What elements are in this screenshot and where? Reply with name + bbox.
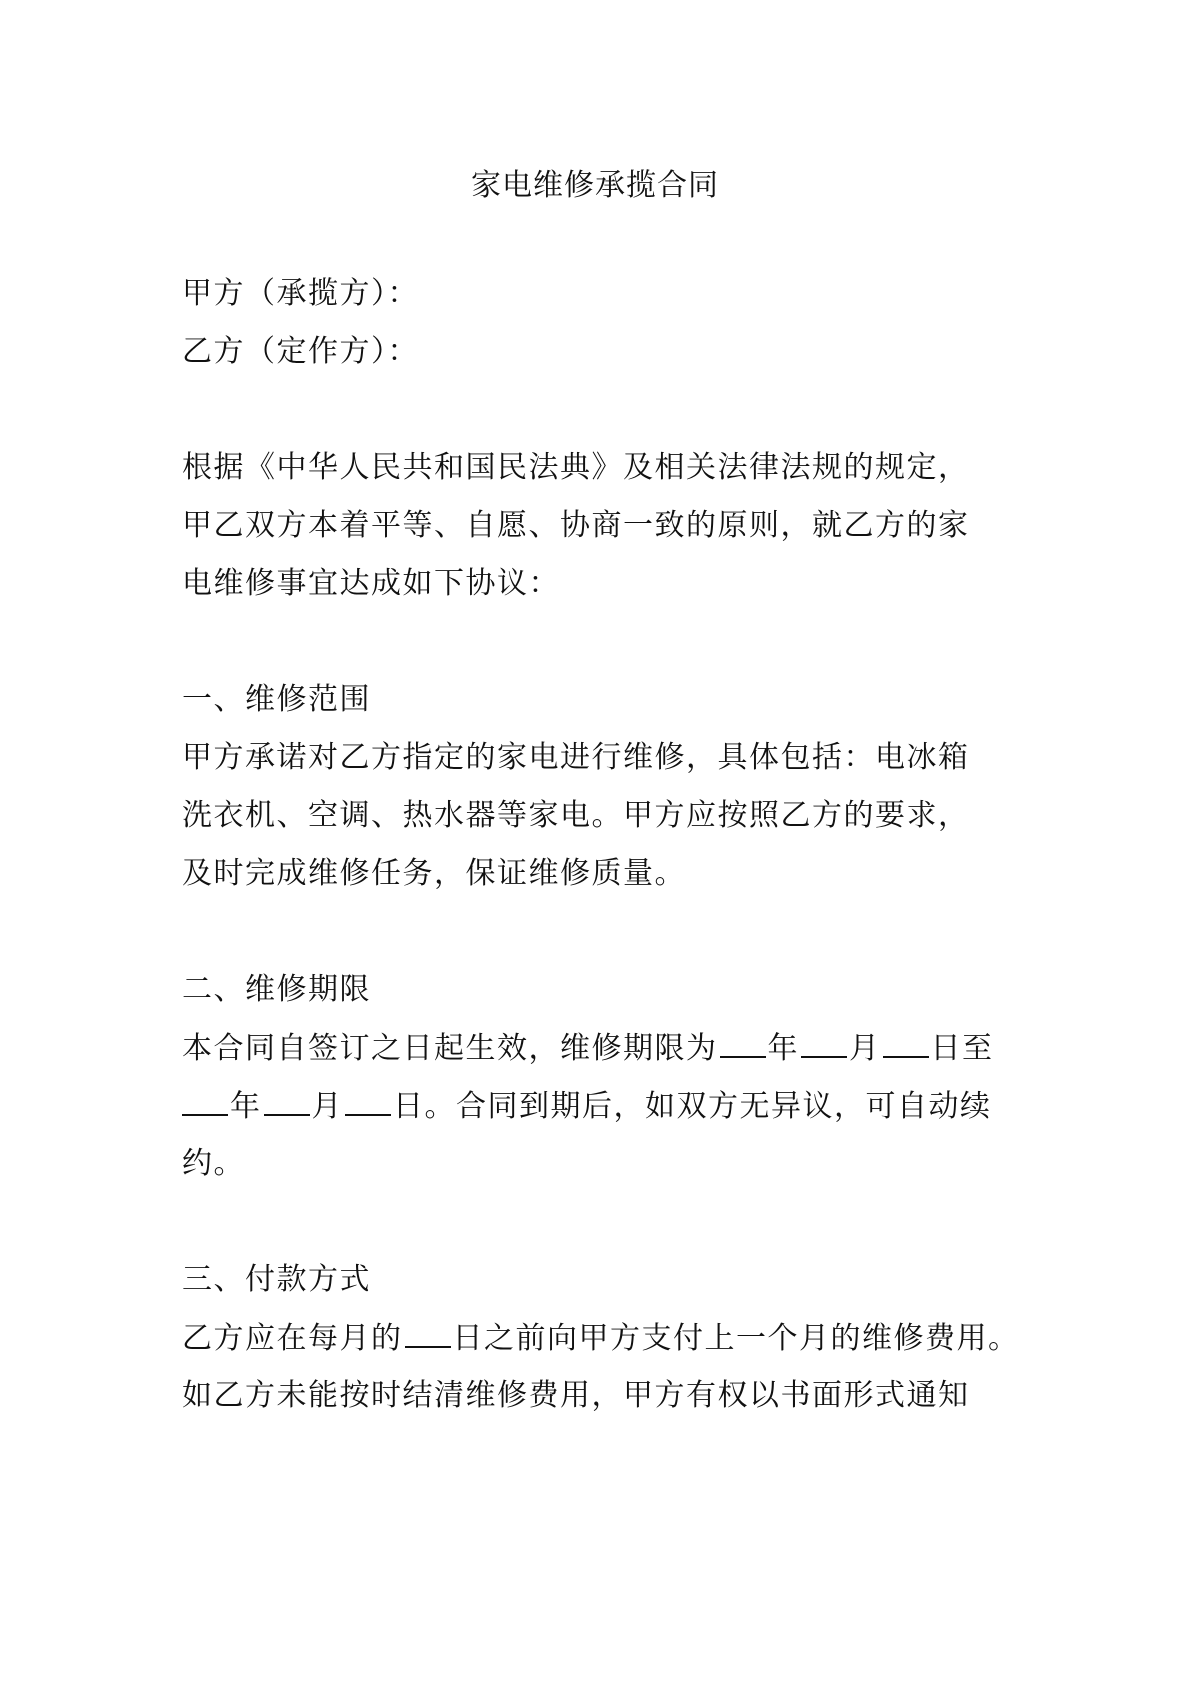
section-2-line-1 xyxy=(182,1028,994,1069)
party-a-label: 甲方（承揽方）： xyxy=(182,276,419,311)
section-2-line-1-prefix: 本合同自签订之日起生效，维修期限为 xyxy=(182,1031,718,1066)
section-3-line-1-prefix: 乙方应在每月的 xyxy=(182,1321,403,1356)
section-1-line-3: 及时完成维修任务，保证维修质量。 xyxy=(182,856,686,891)
preamble-line-3: 电维修事宜达成如下协议： xyxy=(182,566,560,601)
start-year-blank[interactable] xyxy=(720,1028,766,1058)
payment-day-blank[interactable] xyxy=(405,1318,451,1348)
year-label: 年 xyxy=(767,1031,799,1066)
end-year-blank[interactable] xyxy=(182,1086,228,1116)
month-label: 月 xyxy=(311,1089,343,1124)
day-to-label: 日至 xyxy=(930,1031,994,1066)
month-label: 月 xyxy=(849,1031,881,1066)
section-2-line-2 xyxy=(182,1086,992,1127)
section-1-heading: 一、维修范围 xyxy=(182,682,371,717)
preamble-line-2: 甲乙双方本着平等、自愿、协商一致的原则，就乙方的家 xyxy=(182,508,970,543)
section-3-line-1 xyxy=(182,1318,1020,1359)
section-2-line-2-suffix: 日。合同到期后，如双方无异议，可自动续 xyxy=(393,1089,992,1124)
document-title: 家电维修承揽合同 xyxy=(471,168,719,203)
end-month-blank[interactable] xyxy=(264,1086,310,1116)
section-3-line-2: 如乙方未能按时结清维修费用，甲方有权以书面形式通知 xyxy=(182,1378,970,1413)
section-2-line-3: 约。 xyxy=(182,1146,245,1181)
end-day-blank[interactable] xyxy=(345,1086,391,1116)
section-3-line-1-suffix: 日之前向甲方支付上一个月的维修费用。 xyxy=(452,1321,1020,1356)
section-1-line-1: 甲方承诺对乙方指定的家电进行维修，具体包括：电冰箱 xyxy=(182,740,970,775)
party-b-label: 乙方（定作方）： xyxy=(182,334,419,369)
section-3-heading: 三、付款方式 xyxy=(182,1262,371,1297)
section-1-line-2: 洗衣机、空调、热水器等家电。甲方应按照乙方的要求， xyxy=(182,798,970,833)
start-month-blank[interactable] xyxy=(801,1028,847,1058)
section-2-heading: 二、维修期限 xyxy=(182,972,371,1007)
start-day-blank[interactable] xyxy=(883,1028,929,1058)
preamble-line-1: 根据《中华人民共和国民法典》及相关法律法规的规定， xyxy=(182,450,970,485)
year-label: 年 xyxy=(230,1089,262,1124)
